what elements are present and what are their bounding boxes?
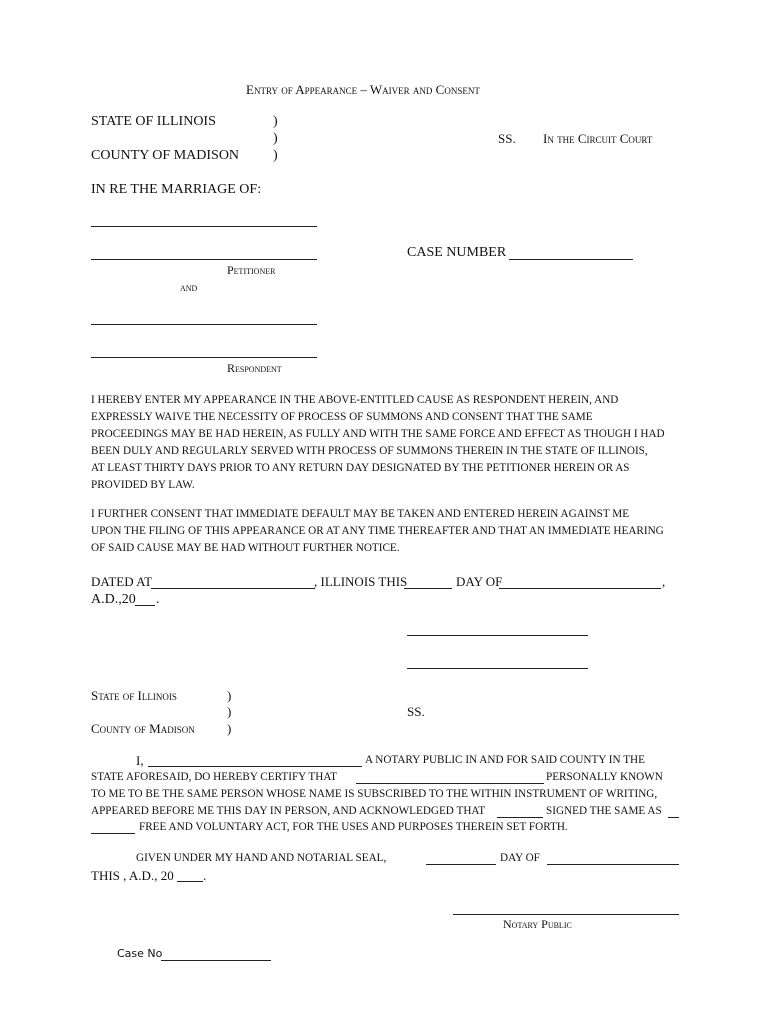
notary-line5: FREE AND VOLUNTARY ACT, FOR THE USES AND PURPOSES THEREIN SET FORTH.	[139, 821, 568, 833]
in-re-label: IN RE THE MARRIAGE OF:	[91, 182, 262, 197]
respondent-line-2[interactable]	[91, 357, 317, 358]
given-label: GIVEN UNDER MY HAND AND NOTARIAL SEAL,	[136, 852, 387, 864]
certified-person-field[interactable]	[356, 783, 544, 784]
notary-state-label: State of Illinois	[91, 688, 177, 703]
notary-line4-mid: SIGNED THE SAME AS	[546, 805, 662, 817]
paragraph-line: BEEN DULY AND REGULARLY SERVED WITH PROCESS OF SUMMONS THEREIN IN THE STATE OF ILLINOIS,	[91, 445, 648, 457]
case-number-label: CASE NUMBER	[407, 245, 507, 260]
given-year-field[interactable]	[177, 881, 203, 882]
footer-case-no-field[interactable]	[161, 960, 271, 961]
notary-i-label: I,	[136, 753, 144, 768]
paren: )	[273, 131, 278, 146]
petitioner-line-1[interactable]	[91, 226, 317, 227]
notary-county-label: County of Madison	[91, 721, 195, 736]
and-label: and	[180, 280, 198, 294]
respondent-line-1[interactable]	[91, 324, 317, 325]
appearance-paragraph	[91, 392, 691, 494]
day-of-label: DAY OF	[456, 574, 503, 589]
county-label: COUNTY OF MADISON	[91, 148, 240, 163]
paren: )	[273, 114, 278, 129]
paren: )	[227, 721, 232, 736]
consent-paragraph	[91, 506, 691, 557]
comma: ,	[662, 574, 666, 589]
notary-signature-line[interactable]	[453, 914, 679, 915]
case-number-field[interactable]	[509, 259, 633, 260]
paragraph-line: I FURTHER CONSENT THAT IMMEDIATE DEFAULT MAY BE TAKEN AND ENTERED HEREIN AGAINST ME	[91, 508, 630, 520]
notary-line1-text: A NOTARY PUBLIC IN AND FOR SAID COUNTY IN THE	[365, 754, 645, 766]
signature-line-2[interactable]	[407, 668, 588, 669]
state-label: STATE OF ILLINOIS	[91, 114, 216, 129]
footer-case-no-label: Case No	[117, 947, 163, 960]
petitioner-label: Petitioner	[227, 263, 276, 277]
given-day-field[interactable]	[426, 864, 496, 865]
notary-line3: TO ME TO BE THE SAME PERSON WHOSE NAME IS SUBSCRIBED TO THE WITHIN INSTRUMENT OF WRITING,	[91, 788, 658, 800]
paragraph-line: PROVIDED BY LAW.	[91, 479, 195, 491]
given-month-field[interactable]	[547, 864, 679, 865]
paragraph-line: OF SAID CAUSE MAY BE HAD WITHOUT FURTHER NOTICE.	[91, 542, 400, 554]
court-label: In the Circuit Court	[543, 131, 653, 146]
notary-line4-start: APPEARED BEFORE ME THIS DAY IN PERSON, AND ACKNOWLEDGED THAT	[91, 805, 486, 817]
given-end: .	[203, 868, 207, 883]
this-ad-label: THIS , A.D., 20	[91, 868, 174, 883]
notary-name-field[interactable]	[148, 766, 362, 767]
illinois-this-label: , ILLINOIS THIS	[314, 574, 408, 589]
dated-day-field[interactable]	[404, 588, 452, 589]
paragraph-line: EXPRESSLY WAIVE THE NECESSITY OF PROCESS OF SUMMONS AND CONSENT THAT THE SAME	[91, 411, 593, 423]
ad-year-field[interactable]	[135, 605, 155, 606]
paragraph-line: UPON THE FILING OF THIS APPEARANCE OR AT ANY TIME THEREAFTER AND THAT AN IMMEDIATE HEARING	[91, 525, 664, 537]
notary-line2-end: PERSONALLY KNOWN	[546, 771, 663, 783]
notary-public-label: Notary Public	[503, 917, 572, 931]
given-day-of-label: DAY OF	[500, 852, 540, 864]
pronoun-field-1[interactable]	[497, 817, 543, 818]
paren: )	[273, 148, 278, 163]
notary-line2-start: STATE AFORESAID, DO HEREBY CERTIFY THAT	[91, 771, 338, 783]
notary-ss-label: SS.	[407, 704, 425, 719]
document-title: Entry of Appearance – Waiver and Consent	[246, 82, 480, 97]
respondent-label: Respondent	[227, 361, 282, 375]
ad-end: .	[156, 592, 160, 607]
ss-label: SS.	[498, 131, 516, 146]
dated-at-label: DATED AT	[91, 574, 153, 589]
dated-month-field[interactable]	[499, 588, 661, 589]
paren: )	[227, 688, 232, 703]
pronoun-field-2b[interactable]	[91, 833, 135, 834]
dated-at-field[interactable]	[151, 588, 315, 589]
paragraph-line: AT LEAST THIRTY DAYS PRIOR TO ANY RETURN DAY DESIGNATED BY THE PETITIONER HEREIN OR AS	[91, 462, 630, 474]
ad-label: A.D.,20	[91, 592, 136, 607]
pronoun-field-2a[interactable]	[668, 817, 679, 818]
paragraph-line: PROCEEDINGS MAY BE HAD HEREIN, AS FULLY AND WITH THE SAME FORCE AND EFFECT AS THOUGH I HAD	[91, 428, 665, 440]
signature-line-1[interactable]	[407, 635, 588, 636]
paragraph-line: I HEREBY ENTER MY APPEARANCE IN THE ABOVE-ENTITLED CAUSE AS RESPONDENT HEREIN, AND	[91, 394, 619, 406]
paren: )	[227, 704, 232, 719]
petitioner-line-2[interactable]	[91, 259, 317, 260]
